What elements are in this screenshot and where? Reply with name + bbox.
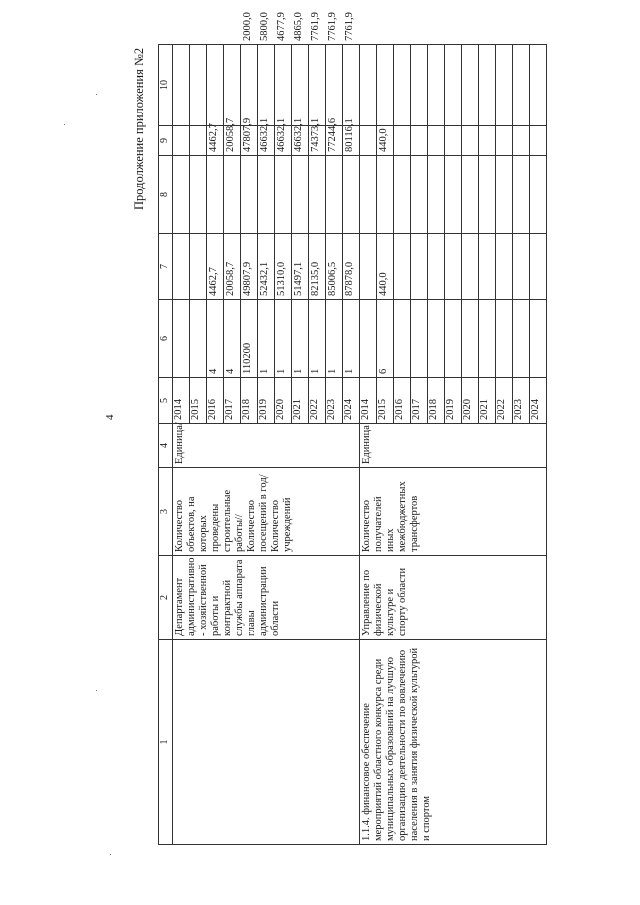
value-cell-5 — [173, 300, 190, 378]
value-cell-7 — [360, 156, 377, 234]
value-cell-6 — [496, 234, 513, 300]
value-cell-8: 4462,7 — [207, 126, 224, 156]
value-cell-5: 4 — [207, 300, 224, 378]
value-cell-8 — [445, 126, 462, 156]
executor-cell: Департамент административно - хозяйственной работы и контрактной службы аппарата главы администрации области — [173, 556, 360, 640]
rotated-table-container — [158, 12, 541, 845]
year-cell: 2023 — [513, 378, 530, 424]
value-cell-6: 51497,1 — [292, 234, 309, 300]
program-table — [158, 12, 547, 845]
value-cell-6: 51310,0 — [275, 234, 292, 300]
scan-speck — [96, 94, 97, 95]
table-row: 2020 1 51310,0 46632,1 4677,9 — [275, 45, 292, 845]
value-cell-9 — [326, 45, 343, 126]
indicator-cell: Количество объектов, на которых проведены строительные работы// Количество посещений в год/ Количество учреждений — [173, 468, 360, 556]
value-cell-5: 1 — [292, 300, 309, 378]
table-row: 2021 1 51497,1 46632,1 4865,0 — [292, 45, 309, 845]
value-cell-5: 6 — [377, 300, 394, 378]
value-cell-5 — [462, 300, 479, 378]
value-cell-9 — [309, 45, 326, 126]
year-cell: 2021 — [479, 378, 496, 424]
value-cell-7 — [377, 156, 394, 234]
value-cell-8 — [513, 126, 530, 156]
value-cell-5: 1 — [326, 300, 343, 378]
value-cell-7 — [479, 156, 496, 234]
value-cell-6: 20058,7 — [224, 234, 241, 300]
value-cell-9 — [173, 45, 190, 126]
year-cell: 2024 — [343, 378, 360, 424]
value-cell-5: 1 — [258, 300, 275, 378]
value-cell-9 — [513, 45, 530, 126]
year-cell: 2014 — [173, 378, 190, 424]
value-cell-5: 4 — [224, 300, 241, 378]
value-cell-8: 77244,6 — [326, 126, 343, 156]
value-cell-8 — [530, 126, 547, 156]
col-header-4: 4 — [159, 424, 173, 468]
value-cell-9 — [241, 45, 258, 126]
value-cell-8: 46632,1 — [292, 126, 309, 156]
value-cell-6 — [513, 234, 530, 300]
value-cell-9 — [530, 45, 547, 126]
unit-cell: Единица/ — [173, 424, 360, 468]
value-cell-6 — [428, 234, 445, 300]
value-cell-9 — [258, 45, 275, 126]
value-cell-8 — [394, 126, 411, 156]
activity-cell — [173, 640, 360, 845]
value-cell-7 — [394, 156, 411, 234]
value-cell-5 — [411, 300, 428, 378]
value-cell-5 — [496, 300, 513, 378]
value-cell-9 — [428, 45, 445, 126]
value-cell-7 — [428, 156, 445, 234]
year-cell: 2017 — [411, 378, 428, 424]
value-cell-9 — [207, 45, 224, 126]
value-cell-9 — [292, 45, 309, 126]
value-cell-7 — [190, 156, 207, 234]
value-cell-6 — [394, 234, 411, 300]
value-cell-6: 52432,1 — [258, 234, 275, 300]
col-header-10: 10 — [159, 45, 173, 126]
value-cell-9 — [411, 45, 428, 126]
value-cell-7 — [258, 156, 275, 234]
table-row: 2024 1 87878,0 80116,1 7761,9 — [343, 45, 360, 845]
value-cell-8: 440,0 — [377, 126, 394, 156]
value-cell-5 — [360, 300, 377, 378]
value-cell-8: 20058,7 — [224, 126, 241, 156]
col-header-8: 8 — [159, 156, 173, 234]
value-cell-7 — [530, 156, 547, 234]
year-cell: 2018 — [428, 378, 445, 424]
value-cell-6: 49807,9 — [241, 234, 258, 300]
value-cell-6: 440,0 — [377, 234, 394, 300]
year-cell: 2019 — [258, 378, 275, 424]
value-cell-8 — [190, 126, 207, 156]
table-row: 2023 1 85006,5 77244,6 7761,9 — [326, 45, 343, 845]
value-cell-7 — [343, 156, 360, 234]
value-cell-5 — [428, 300, 445, 378]
table-row: 2018 110200 49807,9 47807,9 2000,0 — [241, 45, 258, 845]
year-cell: 2015 — [377, 378, 394, 424]
value-cell-6 — [479, 234, 496, 300]
year-cell: 2016 — [394, 378, 411, 424]
appendix-caption: Продолжение приложения №2 — [132, 47, 146, 210]
year-cell: 2018 — [241, 378, 258, 424]
col-header-5: 5 — [159, 378, 173, 424]
year-cell: 2015 — [190, 378, 207, 424]
value-cell-7 — [309, 156, 326, 234]
value-cell-8 — [496, 126, 513, 156]
col-header-1: 1 — [159, 640, 173, 845]
value-cell-5: 1 — [309, 300, 326, 378]
year-cell: 2020 — [462, 378, 479, 424]
value-cell-7 — [496, 156, 513, 234]
value-cell-5: 1 — [275, 300, 292, 378]
activity-cell: 1.1.4. финансовое обеспечение мероприятий областного конкурса среди муниципальных образований на лучшую организацию деятельности по вовлечению населения в занятия физической культурой и спортом — [360, 640, 547, 845]
value-cell-8: 47807,9 — [241, 126, 258, 156]
unit-cell: Единица — [360, 424, 547, 468]
value-cell-7 — [173, 156, 190, 234]
col-header-9: 9 — [159, 126, 173, 156]
value-cell-6: 87878,0 — [343, 234, 360, 300]
scan-speck — [110, 854, 111, 855]
value-cell-9 — [360, 45, 377, 126]
table-row — [173, 45, 190, 845]
year-cell: 2019 — [445, 378, 462, 424]
value-cell-9 — [190, 45, 207, 126]
col-header-2: 2 — [159, 556, 173, 640]
page-number: 4 — [104, 414, 116, 420]
executor-cell: Управление по физической культуре и спорту области — [360, 556, 547, 640]
year-cell: 2022 — [496, 378, 513, 424]
value-cell-9 — [343, 45, 360, 126]
year-cell: 2023 — [326, 378, 343, 424]
value-cell-6 — [445, 234, 462, 300]
value-cell-9 — [275, 45, 292, 126]
value-cell-6 — [462, 234, 479, 300]
value-cell-8 — [173, 126, 190, 156]
value-cell-7 — [275, 156, 292, 234]
value-cell-5 — [479, 300, 496, 378]
table-row: 2019 1 52432,1 46632,1 5800,0 — [258, 45, 275, 845]
value-cell-9 — [462, 45, 479, 126]
value-cell-6 — [530, 234, 547, 300]
year-cell: 2014 — [360, 378, 377, 424]
value-cell-7 — [462, 156, 479, 234]
value-cell-5 — [190, 300, 207, 378]
year-cell: 2020 — [275, 378, 292, 424]
value-cell-8 — [411, 126, 428, 156]
value-cell-6: 4462,7 — [207, 234, 224, 300]
table-body — [173, 12, 547, 845]
year-cell: 2022 — [309, 378, 326, 424]
value-cell-5: 1 — [343, 300, 360, 378]
value-cell-7 — [513, 156, 530, 234]
value-cell-7 — [326, 156, 343, 234]
value-cell-9 — [445, 45, 462, 126]
value-cell-7 — [411, 156, 428, 234]
col-header-6: 6 — [159, 300, 173, 378]
value-cell-7 — [292, 156, 309, 234]
value-cell-8: 80116,1 — [343, 126, 360, 156]
table-row — [360, 45, 377, 845]
value-cell-7 — [241, 156, 258, 234]
value-cell-6: 82135,0 — [309, 234, 326, 300]
value-cell-5 — [445, 300, 462, 378]
value-cell-8 — [428, 126, 445, 156]
value-cell-7 — [445, 156, 462, 234]
year-cell: 2024 — [530, 378, 547, 424]
table-row: 2022 1 82135,0 74373,1 7761,9 — [309, 45, 326, 845]
value-cell-8 — [360, 126, 377, 156]
value-cell-8 — [462, 126, 479, 156]
value-cell-6 — [360, 234, 377, 300]
value-cell-6: 85006,5 — [326, 234, 343, 300]
value-cell-6 — [190, 234, 207, 300]
scan-speck — [64, 124, 65, 125]
year-cell: 2017 — [224, 378, 241, 424]
value-cell-9 — [479, 45, 496, 126]
scan-speck — [96, 690, 97, 691]
value-cell-9 — [224, 45, 241, 126]
year-cell: 2021 — [292, 378, 309, 424]
value-cell-5: 110200 — [241, 300, 258, 378]
column-number-row — [159, 45, 173, 845]
value-cell-9 — [394, 45, 411, 126]
value-cell-8: 74373,1 — [309, 126, 326, 156]
value-cell-7 — [224, 156, 241, 234]
value-cell-6 — [411, 234, 428, 300]
value-cell-7 — [207, 156, 224, 234]
value-cell-8: 46632,1 — [275, 126, 292, 156]
col-header-3: 3 — [159, 468, 173, 556]
value-cell-5 — [530, 300, 547, 378]
indicator-cell: Количество получателей иных межбюджетных трансфертов — [360, 468, 547, 556]
value-cell-8 — [479, 126, 496, 156]
value-cell-5 — [394, 300, 411, 378]
value-cell-6 — [173, 234, 190, 300]
value-cell-9 — [377, 45, 394, 126]
year-cell: 2016 — [207, 378, 224, 424]
value-cell-8: 46632,1 — [258, 126, 275, 156]
value-cell-9 — [496, 45, 513, 126]
col-header-7: 7 — [159, 234, 173, 300]
value-cell-5 — [513, 300, 530, 378]
